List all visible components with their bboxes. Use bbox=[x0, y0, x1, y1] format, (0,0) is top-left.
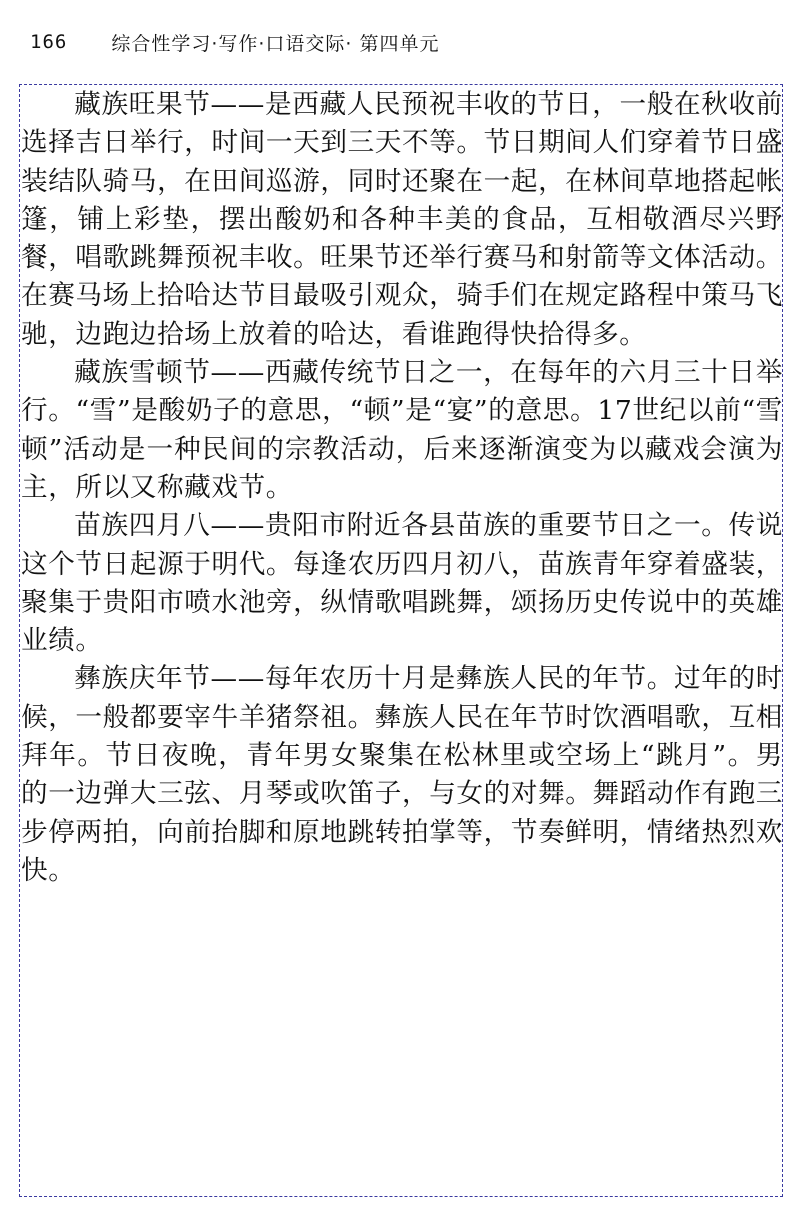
page-header bbox=[30, 26, 770, 58]
body-text bbox=[21, 86, 783, 890]
paragraph-shoton-festival: 藏族雪顿节——西藏传统节日之一，在每年的六月三十日举行。“雪”是酸奶子的意思，“顿”是“宴”的意思。17世纪以前“雪顿”活动是一种民间的宗教活动，后来逐渐演变为以藏戏会演为主，所以又称藏戏节。 bbox=[21, 357, 783, 503]
paragraph-wangguo-festival: 藏族旺果节——是西藏人民预祝丰收的节日，一般在秋收前选择吉日举行，时间一天到三天不等。节日期间人们穿着节日盛装结队骑马，在田间巡游，同时还聚在一起，在林间草地搭起帐篷，铺上彩垫，摆出酸奶和各种丰美的食品，互相敬酒尽兴野餐，唱歌跳舞预祝丰收。旺果节还举行赛马和射箭等文体活动。在赛马场上拾哈达节目最吸引观众，骑手们在规定路程中策马飞驰，边跑边拾场上放着的哈达，看谁跑得快拾得多。 bbox=[21, 89, 783, 350]
page-number: 166 bbox=[30, 31, 68, 53]
paragraph-miao-april-eighth: 苗族四月八——贵阳市附近各县苗族的重要节日之一。传说这个节日起源于明代。每逢农历四月初八，苗族青年穿着盛装，聚集于贵阳市喷水池旁，纵情歌唱跳舞，颂扬历史传说中的英雄业绩。 bbox=[21, 510, 783, 657]
running-title: 综合性学习·写作·口语交际· 第四单元 bbox=[111, 32, 440, 55]
paragraph-yi-new-year: 彝族庆年节——每年农历十月是彝族人民的年节。过年的时候，一般都要宰牛羊猪祭祖。彝族人民在年节时饮酒唱歌，互相拜年。节日夜晚，青年男女聚集在松林里或空场上“跳月”。男的一边弹大三弦、月琴或吹笛子，与女的对舞。舞蹈动作有跑三步停两拍，向前抬脚和原地跳转拍掌等，节奏鲜明，情绪热烈欢快。 bbox=[21, 663, 783, 886]
